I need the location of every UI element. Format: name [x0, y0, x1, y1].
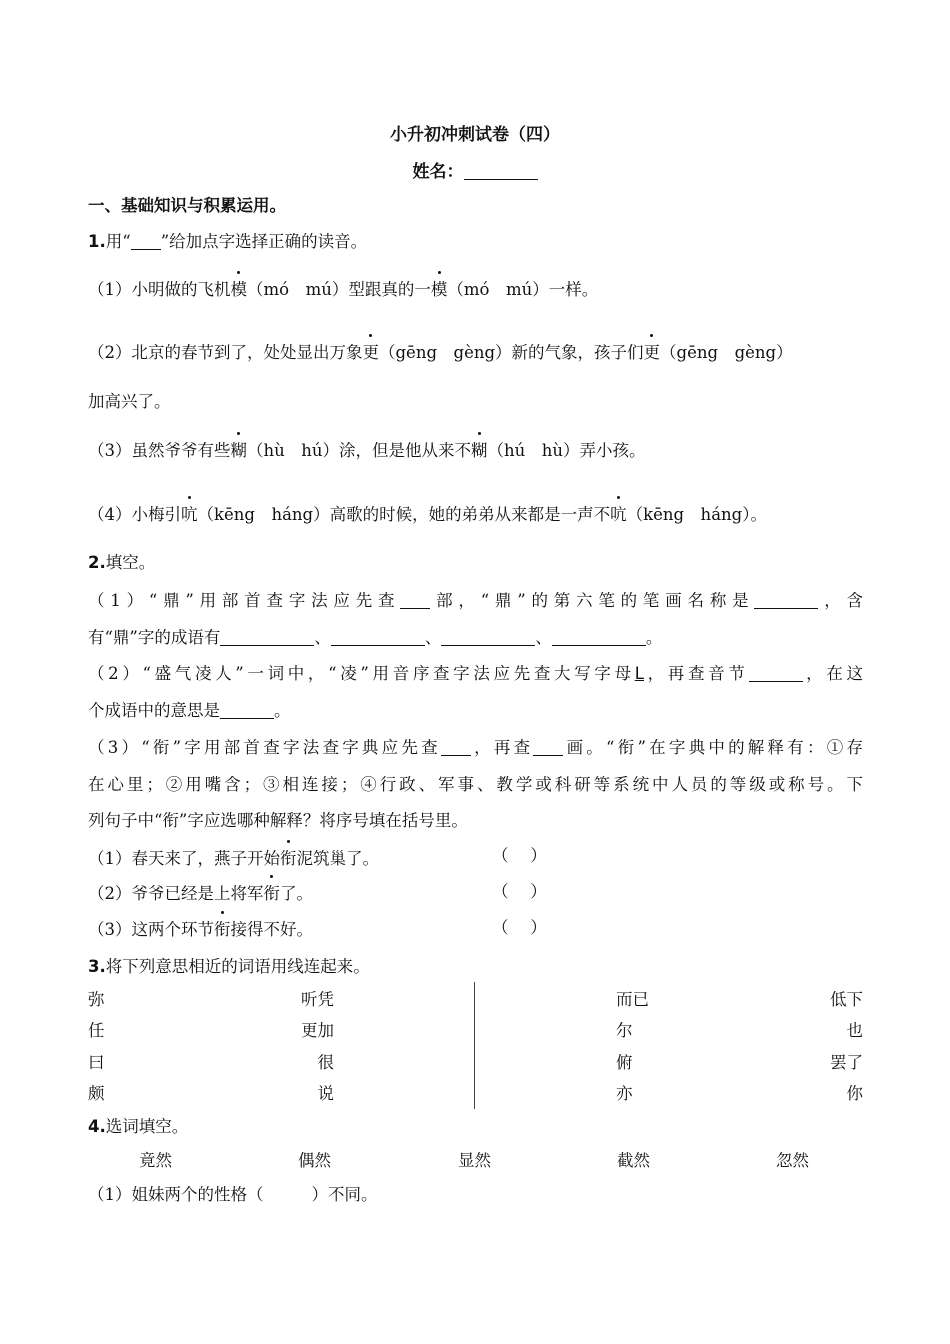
q2-part3-line1: （3）“衔”字用部首查字法查字典应先查 ，再查 画。“衔”在字典中的解释有：①存 — [88, 738, 863, 757]
word-option[interactable]: 显然 — [458, 1151, 491, 1170]
match-word[interactable]: 任 — [88, 1021, 105, 1040]
q1-item-4: （4）小梅引吭（kēng háng）高歌的时候，她的弟弟从来都是一声不吭（kēng háng）。 — [88, 501, 767, 525]
question-number: 1. — [88, 232, 106, 251]
q2-sentence-3: （3）这两个环节衔接得不好。 — [88, 916, 313, 940]
q1-item-1: （1）小明做的飞机模（mó mú）型跟真的一模（mó mú）一样。 — [88, 276, 598, 300]
dotted-char: 更 — [644, 339, 661, 363]
q2-sentence-2: （2）爷爷已经是上将军衔了。 — [88, 880, 313, 904]
letter-L: L — [634, 664, 644, 683]
q1-item-2: （2）北京的春节到了，处处显出万象更（gēng gèng）新的气象，孩子们更（gēng gèng） — [88, 339, 793, 363]
q2-part3-line3: 列句子中“衔”字应选哪种解释？将序号填在括号里。 — [88, 811, 468, 830]
match-word[interactable]: 很 — [317, 1053, 334, 1072]
match-word[interactable]: 颇 — [88, 1084, 105, 1103]
match-word[interactable]: 弥 — [88, 990, 105, 1009]
fill-blank[interactable] — [552, 629, 646, 647]
answer-paren[interactable]: （ ） — [492, 882, 547, 901]
match-word[interactable]: 说 — [317, 1084, 334, 1103]
match-word[interactable]: 曰 — [88, 1053, 105, 1072]
q1-item-3: （3）虽然爷爷有些糊（hù hú）涂，但是他从来不糊（hú hù）弄小孩。 — [88, 437, 646, 461]
match-word[interactable]: 而已 — [616, 990, 649, 1009]
q2-part3-line2: 在心里；②用嘴含；③相连接；④行政、军事、教学或科研等系统中人员的等级或称号。下 — [88, 775, 863, 794]
answer-paren[interactable]: （ ） — [492, 918, 547, 937]
question-2-prompt: 2.填空。 — [88, 553, 156, 572]
exam-title: 小升初冲刺试卷（四） — [390, 125, 560, 145]
answer-paren[interactable]: （ ） — [492, 846, 547, 865]
dotted-char: 衔 — [264, 880, 281, 904]
question-4-prompt: 4.选词填空。 — [88, 1117, 189, 1136]
match-word[interactable]: 也 — [846, 1021, 863, 1040]
q2-sentence-1: （1）春天来了，燕子开始衔泥筑巢了。 — [88, 845, 379, 869]
fill-blank[interactable] — [400, 592, 430, 610]
dotted-char: 糊 — [471, 437, 488, 461]
match-word[interactable]: 亦 — [616, 1084, 633, 1103]
q2-part1-line2: 有“鼎”字的成语有 、 、 、 。 — [88, 628, 663, 647]
question-number: 2. — [88, 553, 106, 572]
question-number: 4. — [88, 1117, 106, 1136]
word-option[interactable]: 竟然 — [139, 1151, 172, 1170]
q2-part2-line2: 个成语中的意思是 。 — [88, 701, 291, 720]
fill-blank[interactable] — [533, 739, 563, 757]
section-heading: 一、基础知识与积累运用。 — [88, 196, 286, 215]
match-word[interactable]: 罢了 — [830, 1053, 863, 1072]
fill-blank[interactable] — [331, 629, 425, 647]
fill-blank[interactable] — [749, 665, 803, 683]
word-option[interactable]: 忽然 — [776, 1151, 809, 1170]
fill-blank[interactable] — [754, 592, 818, 610]
match-word[interactable]: 低下 — [830, 990, 863, 1009]
dotted-char: 模 — [431, 276, 448, 300]
dotted-char: 糊 — [231, 437, 248, 461]
match-word[interactable]: 更加 — [301, 1021, 334, 1040]
match-word[interactable]: 你 — [846, 1084, 863, 1103]
match-word[interactable]: 听凭 — [301, 990, 334, 1009]
column-divider — [474, 982, 475, 1109]
name-label: 姓名： — [412, 162, 464, 182]
word-option[interactable]: 截然 — [617, 1151, 650, 1170]
dotted-char: 衔 — [214, 916, 231, 940]
fill-blank[interactable] — [220, 629, 314, 647]
q4-item-1: （1）姐妹两个的性格（ ）不同。 — [88, 1185, 378, 1204]
question-number: 3. — [88, 957, 106, 976]
question-1-prompt: 1.用“ ”给加点字选择正确的读音。 — [88, 232, 368, 251]
dotted-char: 衔 — [280, 845, 297, 869]
word-option[interactable]: 偶然 — [298, 1151, 331, 1170]
name-blank[interactable] — [464, 162, 538, 180]
fill-blank[interactable] — [441, 629, 535, 647]
q2-part1-line1: （1）“鼎”用部首查字法应先查 部，“鼎”的第六笔的笔画名称是 ，含 — [88, 591, 864, 610]
q1-item-2-continued: 加高兴了。 — [88, 392, 171, 411]
dotted-char: 吭 — [181, 501, 198, 525]
fill-blank[interactable] — [441, 739, 471, 757]
match-word[interactable]: 尔 — [616, 1021, 633, 1040]
dotted-char: 更 — [363, 339, 380, 363]
match-word[interactable]: 俯 — [616, 1053, 633, 1072]
question-3-prompt: 3.将下列意思相近的词语用线连起来。 — [88, 957, 370, 976]
fill-blank[interactable] — [220, 702, 274, 720]
dotted-char: 模 — [231, 276, 248, 300]
underline-sample — [131, 233, 161, 251]
name-field — [0, 157, 950, 182]
q2-part2-line1: （2）“盛气凌人”一词中，“凌”用音序查字法应先查大写字母L，再查音节 ，在这 — [88, 664, 864, 683]
dotted-char: 吭 — [610, 501, 627, 525]
